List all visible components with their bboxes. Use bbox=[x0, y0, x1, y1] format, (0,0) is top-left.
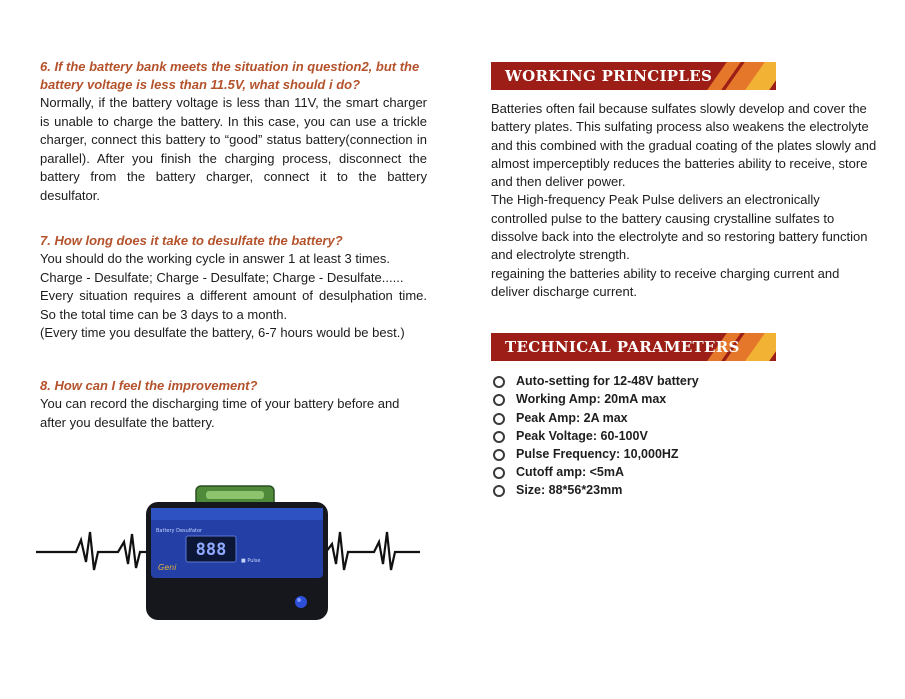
faq-question: 7. How long does it take to desulfate the battery? bbox=[40, 233, 343, 248]
parameter-text: Auto-setting for 12-48V battery bbox=[516, 374, 699, 389]
faq-answer-line: You should do the working cycle in answer 1 at least 3 times. bbox=[40, 251, 390, 266]
circle-bullet-icon bbox=[493, 376, 505, 388]
info-column bbox=[491, 62, 877, 500]
principles-paragraph: Batteries often fail because sulfates slowly develop and cover the battery plates. This sulfating process also weakens the electrolyte and this combined with the gradual coating of the plates slowly and almost imperceptibly reduces the batteries ability to receive, store and then deliver power. bbox=[491, 101, 877, 190]
faq-question: 6. If the battery bank meets the situation in question2, but the battery voltage is less than 11.5V, what should i do? bbox=[40, 59, 420, 92]
desulfator-illustration bbox=[36, 482, 420, 622]
parameter-item bbox=[491, 481, 877, 499]
pulse-waveform-right bbox=[326, 532, 420, 570]
parameter-text: Cutoff amp: <5mA bbox=[516, 465, 624, 480]
faq-answer-line: Every situation requires a different amount of desulphation time. So the total time can be 3 days to a month. bbox=[40, 288, 427, 322]
faq-item-7 bbox=[40, 232, 427, 343]
parameter-item bbox=[491, 463, 877, 481]
pulse-waveform-left bbox=[36, 532, 148, 570]
circle-bullet-icon bbox=[493, 431, 505, 443]
parameter-text: Pulse Frequency: 10,000HZ bbox=[516, 447, 679, 462]
circle-bullet-icon bbox=[493, 449, 505, 461]
faq-item-6 bbox=[40, 58, 427, 205]
parameter-text: Peak Amp: 2A max bbox=[516, 410, 628, 425]
parameter-item bbox=[491, 445, 877, 463]
working-principles-body bbox=[491, 100, 877, 301]
faq-answer-line: (Every time you desulfate the battery, 6-7 hours would be best.) bbox=[40, 325, 405, 340]
device-brand-label: Geni bbox=[158, 563, 177, 572]
circle-bullet-icon bbox=[493, 413, 505, 425]
circle-bullet-icon bbox=[493, 467, 505, 479]
parameter-item bbox=[491, 390, 877, 408]
technical-parameters-list bbox=[491, 372, 877, 499]
parameter-item bbox=[491, 409, 877, 427]
principles-paragraph: The High-frequency Peak Pulse delivers an electronically controlled pulse to the battery causing crystalline sulfates to dissolve back into the electrolyte and so restoring battery function and electrolyte strength. bbox=[491, 192, 868, 263]
circle-bullet-icon bbox=[493, 394, 505, 406]
working-principles-banner bbox=[491, 62, 776, 90]
device-led bbox=[295, 596, 307, 608]
technical-parameters-banner bbox=[491, 333, 776, 361]
faq-item-8 bbox=[40, 377, 427, 432]
faq-answer: Normally, if the battery voltage is less than 11V, the smart charger is unable to charge the battery. In this case, you can use a trickle charger, connect this battery to “good” status battery(connection in parallel). After you finish the charging process, disconnect the battery from the battery charger, connect it to the battery desulfator. bbox=[40, 95, 427, 203]
faq-answer: You can record the discharging time of your battery before and after you desulfate the battery. bbox=[40, 396, 400, 430]
parameter-text: Working Amp: 20mA max bbox=[516, 392, 667, 407]
faq-question: 8. How can I feel the improvement? bbox=[40, 378, 258, 393]
technical-parameters-title: TECHNICAL PARAMETERS bbox=[505, 338, 740, 357]
device-top-label: Battery Desulfator bbox=[156, 528, 203, 534]
parameter-item bbox=[491, 372, 877, 390]
desulfator-device-image bbox=[36, 482, 420, 622]
principles-paragraph: regaining the batteries ability to receive charging current and deliver discharge current. bbox=[491, 265, 840, 299]
parameter-text: Size: 88*56*23mm bbox=[516, 483, 623, 498]
circle-bullet-icon bbox=[493, 485, 505, 497]
device-status-label: ■ Pulse bbox=[241, 558, 261, 564]
parameter-item bbox=[491, 427, 877, 445]
faq-answer-line: Charge - Desulfate; Charge - Desulfate; Charge - Desulfate...... bbox=[40, 269, 404, 285]
led-display-text: 888 bbox=[195, 540, 227, 560]
parameter-text: Peak Voltage: 60-100V bbox=[516, 428, 648, 443]
working-principles-title: WORKING PRINCIPLES bbox=[505, 67, 713, 85]
